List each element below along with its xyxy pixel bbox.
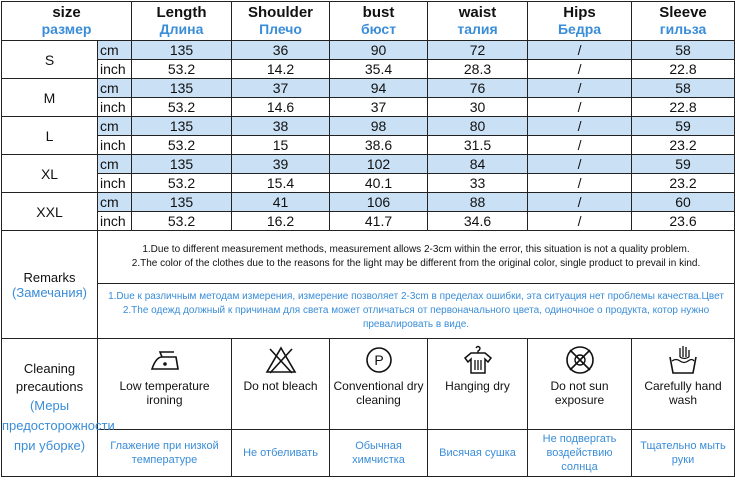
table-row [2,193,735,212]
cell: 37 [232,79,330,98]
unit-cm: cm [98,79,132,98]
column-ru: Плечо [259,21,302,37]
cell: 53.2 [132,60,232,79]
cell: / [528,117,632,136]
cleaning-label-ru: (Меры предосторожности при уборке) [2,397,115,453]
cell: 53.2 [132,98,232,117]
cell: 28.3 [428,60,528,79]
no-bleach-icon [264,343,298,377]
sleeve-header [632,2,735,41]
column-en: waist [458,4,497,21]
cell: 59 [632,117,735,136]
remarks-text-ru: 1.Due к различным методам измерения, измерение позволяет 2-3cm в пределах ошибки, эта ситуация нет проблемы качества.Цвет 2.The одежд должный к причинам для света может отличаться от первоначального цвета, одиночное о продукта, котор нужно превалировать в виде. [98,284,735,339]
cell: 135 [132,193,232,212]
cell: / [528,98,632,117]
cell: 135 [132,41,232,60]
cell: 15.4 [232,174,330,193]
cell: 72 [428,41,528,60]
cell: / [528,79,632,98]
cell: 23.2 [632,136,735,155]
cell: 53.2 [132,174,232,193]
cell: 60 [632,193,735,212]
cell: 106 [330,193,428,212]
table-row [2,174,735,193]
cell: 135 [132,79,232,98]
unit-inch: inch [98,136,132,155]
column-en: Length [156,4,207,21]
cell: 59 [632,155,735,174]
cell: 76 [428,79,528,98]
remarks-label-en: Remarks [23,269,76,285]
cell: / [528,41,632,60]
cell: 84 [428,155,528,174]
unit-inch: inch [98,212,132,231]
unit-cm: cm [98,41,132,60]
waist-header [428,2,528,41]
care-label-en: Carefully hand wash [644,379,722,407]
cell: 14.2 [232,60,330,79]
cell: 53.2 [132,212,232,231]
table-row [2,41,735,60]
cell: 30 [428,98,528,117]
cell: 53.2 [132,136,232,155]
remarks-label [2,231,98,339]
unit-inch: inch [98,60,132,79]
cell: 33 [428,174,528,193]
cell: 37 [330,98,428,117]
cell: 98 [330,117,428,136]
cell: 34.6 [428,212,528,231]
cell: 135 [132,155,232,174]
hanging-dry-icon [461,343,495,377]
size-label: S [2,41,98,79]
care-cell [528,339,632,430]
cell: 31.5 [428,136,528,155]
size-header-en: size [52,4,81,21]
cell: 41 [232,193,330,212]
cell: 40.1 [330,174,428,193]
cell: 58 [632,79,735,98]
column-ru: Длина [159,21,204,37]
header-row [2,2,735,41]
unit-cm: cm [98,117,132,136]
column-ru: гильза [659,21,707,37]
column-en: Hips [563,4,596,21]
care-label-ru: Тщательно мыть руки [632,430,735,477]
shoulder-header [232,2,330,41]
cell: / [528,193,632,212]
cell: 22.8 [632,60,735,79]
table-row [2,212,735,231]
cell: 23.6 [632,212,735,231]
care-cell [632,339,735,430]
care-label-en: Do not sun exposure [550,379,609,407]
column-ru: бюст [360,21,397,37]
cell: 36 [232,41,330,60]
cell: 41.7 [330,212,428,231]
table-row [2,136,735,155]
no-sun-icon [563,343,597,377]
table-row [2,117,735,136]
cell: 88 [428,193,528,212]
size-header [2,2,132,41]
remarks-row-en [2,231,735,284]
table-row [2,155,735,174]
care-label-ru: Не подвергать воздействию солнца [528,430,632,477]
remarks-text-en [98,231,735,284]
unit-cm: cm [98,193,132,212]
column-ru: Бедра [557,21,602,37]
dry-clean-p-icon [362,343,396,377]
size-chart-table [1,1,735,477]
cell: 15 [232,136,330,155]
cell: 35.4 [330,60,428,79]
unit-cm: cm [98,155,132,174]
cell: 38.6 [330,136,428,155]
cell: / [528,136,632,155]
unit-inch: inch [98,98,132,117]
size-label: M [2,79,98,117]
cell: 14.6 [232,98,330,117]
remarks-line-2: 2.The color of the clothes due to the reasons for the light may be different from the original color, single product to prevail in kind. [131,258,701,269]
care-cell [330,339,428,430]
cell: 135 [132,117,232,136]
cell: 94 [330,79,428,98]
cell: 58 [632,41,735,60]
care-label-ru: Обычная химчистка [330,430,428,477]
cell: / [528,60,632,79]
unit-inch: inch [98,174,132,193]
care-label-en: Conventional dry cleaning [333,379,424,407]
cleaning-row-en [2,339,735,430]
cell: 102 [330,155,428,174]
column-en: bust [362,4,395,21]
size-header-ru: размер [41,21,92,37]
cell: 39 [232,155,330,174]
remarks-line-1: 1.Due to different measurement methods, measurement allows 2-3cm within the error, this situation is not a quality problem. [142,244,690,255]
care-label-en: Low temperature ironing [119,379,210,407]
table-row [2,98,735,117]
column-en: Sleeve [659,4,707,21]
length-header [132,2,232,41]
iron-low-icon [148,343,182,377]
care-label-ru: Не отбеливать [232,430,330,477]
size-label: L [2,117,98,155]
cleaning-label [2,339,115,477]
cell: 22.8 [632,98,735,117]
care-label-ru: Висячая сушка [428,430,528,477]
table-row [2,79,735,98]
care-cell [98,339,232,430]
cell: 38 [232,117,330,136]
column-ru: талия [457,21,498,37]
cleaning-row-ru [2,430,735,477]
cell: 16.2 [232,212,330,231]
care-label-ru: Глажение при низкой температуре [98,430,232,477]
size-label: XXL [2,193,98,231]
cell: 23.2 [632,174,735,193]
hips-header [528,2,632,41]
cell: 80 [428,117,528,136]
care-label-en: Hanging dry [445,379,510,393]
cell: / [528,174,632,193]
table-row [2,60,735,79]
size-label: XL [2,155,98,193]
svg-text:P: P [373,352,384,368]
hand-wash-icon [666,343,700,377]
cell: 90 [330,41,428,60]
remarks-label-ru: (Замечания) [12,284,87,300]
bust-header [330,2,428,41]
remarks-row-ru [2,284,735,339]
cleaning-label-en: Cleaning precautions [15,360,84,394]
care-cell [232,339,330,430]
care-label-en: Do not bleach [243,379,318,393]
cell: / [528,212,632,231]
cell: / [528,155,632,174]
column-en: Shoulder [248,4,314,21]
care-cell [428,339,528,430]
